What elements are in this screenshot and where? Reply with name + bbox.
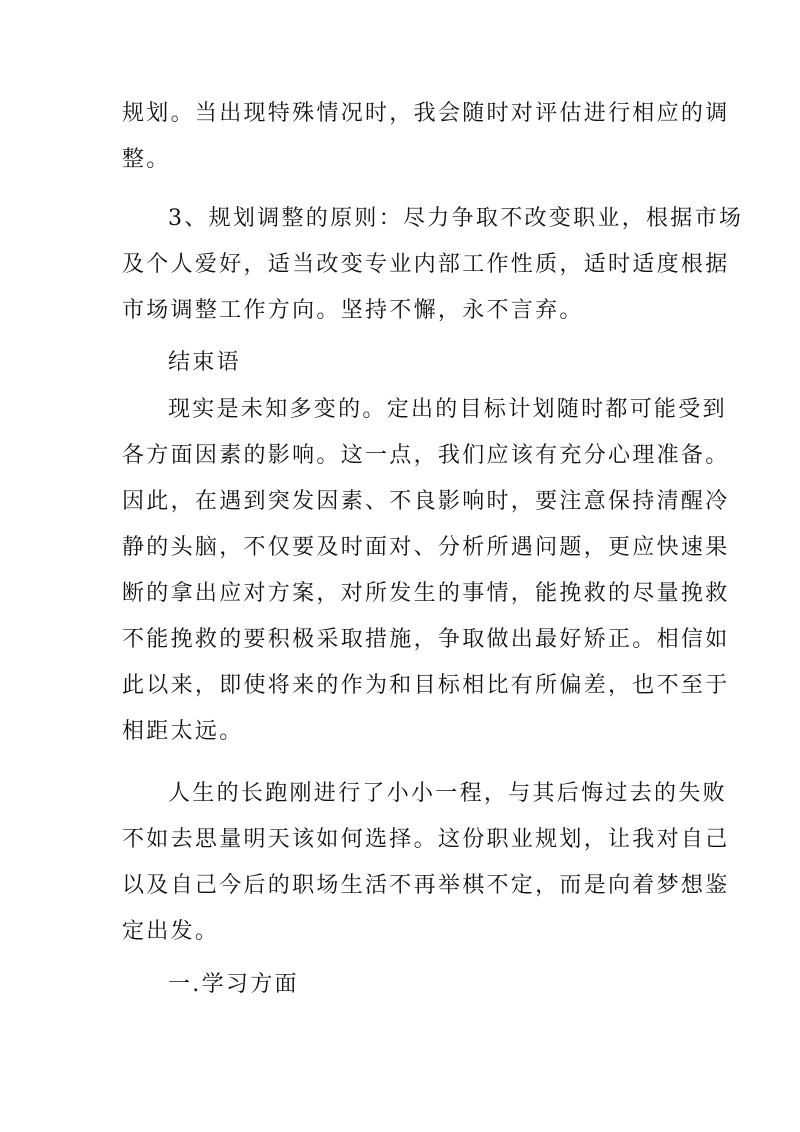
- text-line: 不如去思量明天该如何选择。这份职业规划，让我对自己: [122, 827, 730, 852]
- paragraph-plan-adjustment-end: [122, 91, 730, 183]
- text-line: 各方面因素的影响。这一点，我们应该有充分心理准备。: [122, 443, 730, 468]
- text-line: 人生的长跑刚进行了小小一程，与其后悔过去的失败: [168, 781, 727, 806]
- paragraph-life-marathon: [122, 771, 730, 955]
- paragraph-reality-changes: [122, 387, 730, 755]
- text-line: 3、规划调整的原则：尽力争取不改变职业，根据市场: [168, 206, 744, 231]
- text-line: 及个人爱好，适当改变专业内部工作性质，适时适度根据: [122, 252, 730, 277]
- study-section-heading: 一.学习方面: [168, 972, 299, 997]
- text-line: 现实是未知多变的。定出的目标计划随时都可能受到: [168, 397, 727, 422]
- text-line: 定出发。: [122, 919, 220, 944]
- text-line: 不能挽救的要积极采取措施，争取做出最好矫正。相信如: [122, 627, 730, 652]
- text-line: 市场调整工作方向。坚持不懈，永不言弃。: [122, 298, 584, 323]
- text-line: 静的头脑，不仅要及时面对、分析所遇问题，更应快速果: [122, 535, 730, 560]
- text-line: 整。: [122, 147, 171, 172]
- study-heading-block: [122, 962, 690, 1008]
- text-line: 相距太远。: [122, 719, 244, 744]
- text-line: 以及自己今后的职场生活不再举棋不定，而是向着梦想鉴: [122, 873, 730, 898]
- conclusion-heading-block: [122, 340, 690, 386]
- text-line: 断的拿出应对方案，对所发生的事情，能挽救的尽量挽救: [122, 581, 730, 606]
- paragraph-adjustment-principle: [122, 196, 744, 334]
- text-line: 因此，在遇到突发因素、不良影响时，要注意保持清醒冷: [122, 489, 730, 514]
- text-line: 此以来，即使将来的作为和目标相比有所偏差，也不至于: [122, 673, 730, 698]
- text-line: 规划。当出现特殊情况时，我会随时对评估进行相应的调: [122, 101, 730, 126]
- conclusion-heading: 结束语: [168, 350, 241, 375]
